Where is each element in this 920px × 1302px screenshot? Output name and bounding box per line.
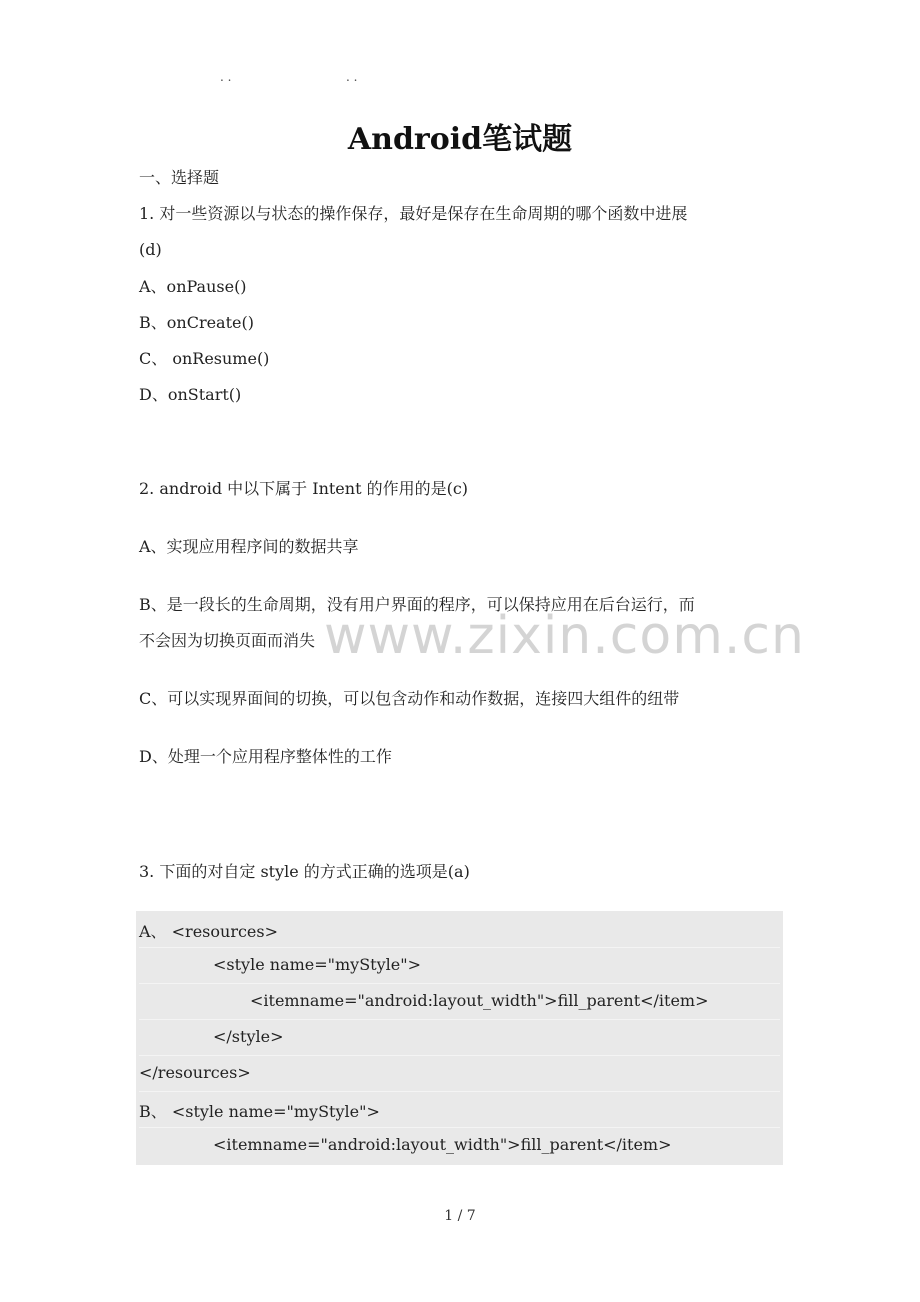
question-2-option-b-line1: B、是一段长的生命周期，没有用户界面的程序，可以保持应用在后台运行，而: [139, 595, 695, 614]
document-title: Android笔试题: [347, 122, 573, 157]
code-line: </resources>: [139, 1063, 251, 1082]
header-dots-left: . .: [220, 70, 232, 84]
question-1-option-b: B、onCreate(): [139, 313, 254, 332]
question-2-option-a: A、实现应用程序间的数据共享: [139, 537, 359, 556]
question-2-option-d: D、处理一个应用程序整体性的工作: [139, 747, 392, 766]
question-1-option-c: C、 onResume(): [139, 349, 270, 368]
code-row: [139, 1091, 780, 1128]
code-line: A、 <resources>: [139, 922, 279, 941]
question-1-option-d: D、onStart(): [139, 385, 242, 404]
question-1-answer: (d): [139, 240, 162, 259]
question-1-option-a: A、onPause(): [139, 277, 247, 296]
code-line: <itemname="android:layout_width">fill_parent</item>: [213, 1135, 672, 1154]
code-row: [139, 1127, 780, 1163]
header-dots-right: . .: [346, 70, 358, 84]
code-row: [139, 947, 780, 984]
question-2-option-c: C、可以实现界面间的切换，可以包含动作和动作数据，连接四大组件的纽带: [139, 689, 680, 708]
code-line: <itemname="android:layout_width">fill_parent</item>: [250, 991, 709, 1010]
code-row: [139, 983, 780, 1020]
question-2-option-b-line2: 不会因为切换页面而消失: [139, 631, 316, 650]
section-heading: 一、选择题: [139, 168, 220, 187]
code-line: B、 <style name="myStyle">: [139, 1102, 380, 1121]
code-line: </style>: [213, 1027, 284, 1046]
code-row: [139, 1019, 780, 1056]
code-line: <style name="myStyle">: [213, 955, 421, 974]
page-number: 1 / 7: [444, 1208, 476, 1224]
question-2-text: 2. android 中以下属于 Intent 的作用的是(c): [139, 479, 469, 498]
question-3-text: 3. 下面的对自定 style 的方式正确的选项是(a): [139, 862, 470, 881]
question-1-text: 1. 对一些资源以与状态的操作保存，最好是保存在生命周期的哪个函数中进展: [139, 204, 688, 223]
code-row: [139, 1055, 780, 1092]
watermark-text: www.zixin.com.cn: [324, 606, 805, 666]
code-row: [139, 911, 780, 948]
code-sample-block: [136, 911, 783, 1165]
